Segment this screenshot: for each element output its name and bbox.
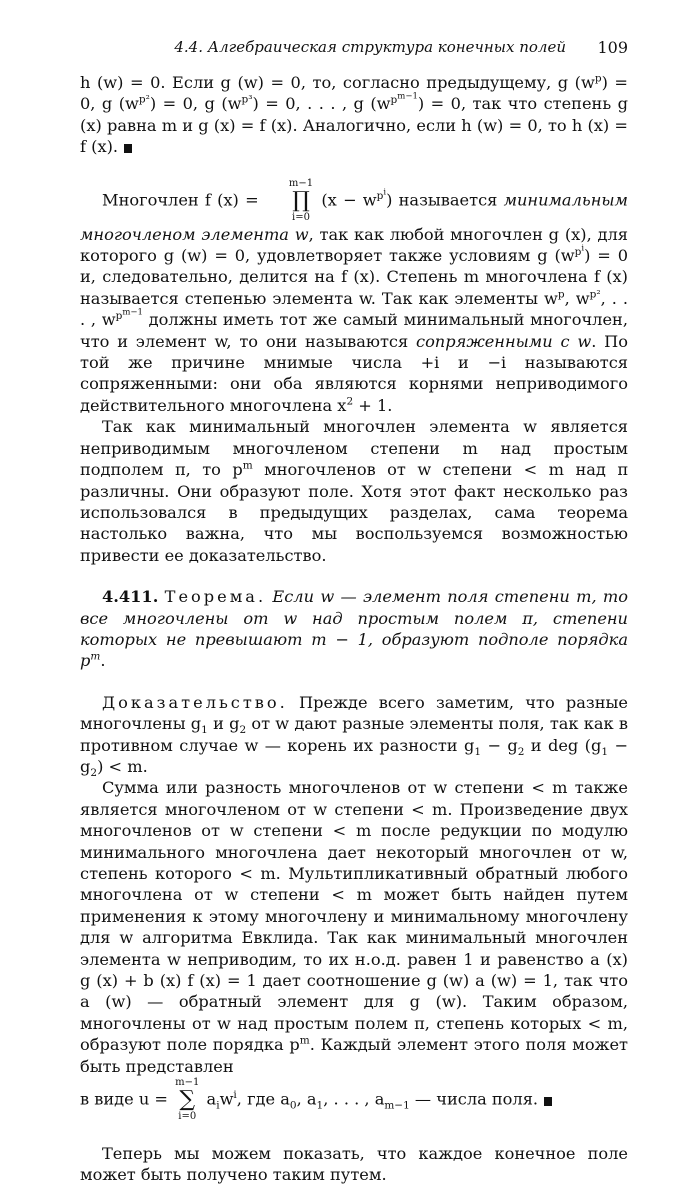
paragraph-closing: Теперь мы можем показать, что каждое конечное поле может быть получено таким путем. [80, 1144, 628, 1185]
page-header [78, 38, 628, 62]
theorem-number: 4.411. [102, 587, 159, 607]
proof-paragraph-2: Сумма или разность многочленов от w степени < m также является многочленом от w степени < m. Произведение двух многочленов от w степени < m после редукции по модулю минимального многочлена дает некоторый многочлен от w, степень которого < m. Мультипликативный обратный любого многочлена от w степени < m может быть найден путем применения к этому многочлену и минимальному многочлену для w алгоритма Евклида. Так как минимальный многочлен элемента w неприводим, то их н.о.д. равен 1 и равенство a (x) g (x) + b (x) f (x) = 1 дает соотношение g (w) a (w) = 1, так что a (w) — обратный элемент для g (w). Таким образом, многочлены от w над простым полем π, степень которых < m, образуют поле порядка $p^m$. Каждый элемент этого поля может быть представлен [80, 778, 629, 1076]
paragraph-proof-end: h (w) = 0. Если g (w) = 0, то, согласно предыдущему, g $(w^p) = 0$, g $(w^{p^2}) = 0$, g $(w^{p^3}) = 0$, . . . , g $(w^{p^{m-1}}) = 0$, так что степень g (x) равна m и g (x) = f (x). Аналогично, если h (w) = 0, то h (x) = f (x). [80, 72, 628, 157]
theorem-statement: 4.411. Теорема. Если w — элемент поля степени m, то все многочлены от w над простым полем π, степени которых не превышают m − 1, образуют подполе порядка $p^m$. [80, 587, 628, 671]
paragraph-minimal-polynomial: Многочлен f (x) = m−1 ∏ i=0 $(x - w^{p^i})$ называется минимальным многочленом элемента w, так как любой многочлен g (x), для которого g (w) = 0, удовлетворяет также условиям g $(w^{p^i}) = 0$ и, следовательно, делится на f (x). Степень m многочлена f (x) называется степенью элемента w. Так как элементы $w^p$, $w^{p^2}$, . . . , $w^{p^{m-1}}$ должны иметь тот же самый минимальный многочлен, что и элемент w, то они называются сопряженными с w. По той же причине мнимые числа +i и −i называются сопряженными: они оба являются корнями неприводимого действительного многочлена $x^2 + 1$. [80, 177, 628, 415]
qed-square-icon [124, 144, 132, 153]
theorem-label: Теорема. [164, 587, 267, 607]
product-operator: m−1 ∏ i=0 [288, 177, 314, 223]
proof-paragraph-3: в виде u = m−1 ∑ i=0 $a_iw^i$, где $a_0$, $a_1$, . . . , $a_{m-1}$ — числа поля. [80, 1077, 628, 1123]
page-number: 109 [597, 38, 628, 57]
sum-operator: m−1 ∑ i=0 [175, 1077, 200, 1123]
running-title: 4.4. Алгебраическая структура конечных полей [174, 38, 566, 56]
proof-paragraph-1: Доказательство. Прежде всего заметим, что разные многочлены $g_1$ и $g_2$ от w дают разные элементы поля, так как в противном случае w — корень их разности $g_1 - g_2$ и deg $(g_1 - g_2) < m$. [80, 692, 628, 780]
paragraph-theorem-intro: Так как минимальный многочлен элемента w является неприводимым многочленом степени m над простым подполем π, то $p^m$ многочленов от w степени < m над π различны. Они образуют поле. Хотя этот факт несколько раз использовался в предыдущих разделах, сама теорема настолько важна, что мы воспользуемся возможностью привести ее доказательство. [80, 417, 628, 565]
qed-square-icon [544, 1097, 552, 1106]
page-body [80, 72, 628, 1186]
proof-label: Доказательство. [102, 692, 288, 712]
